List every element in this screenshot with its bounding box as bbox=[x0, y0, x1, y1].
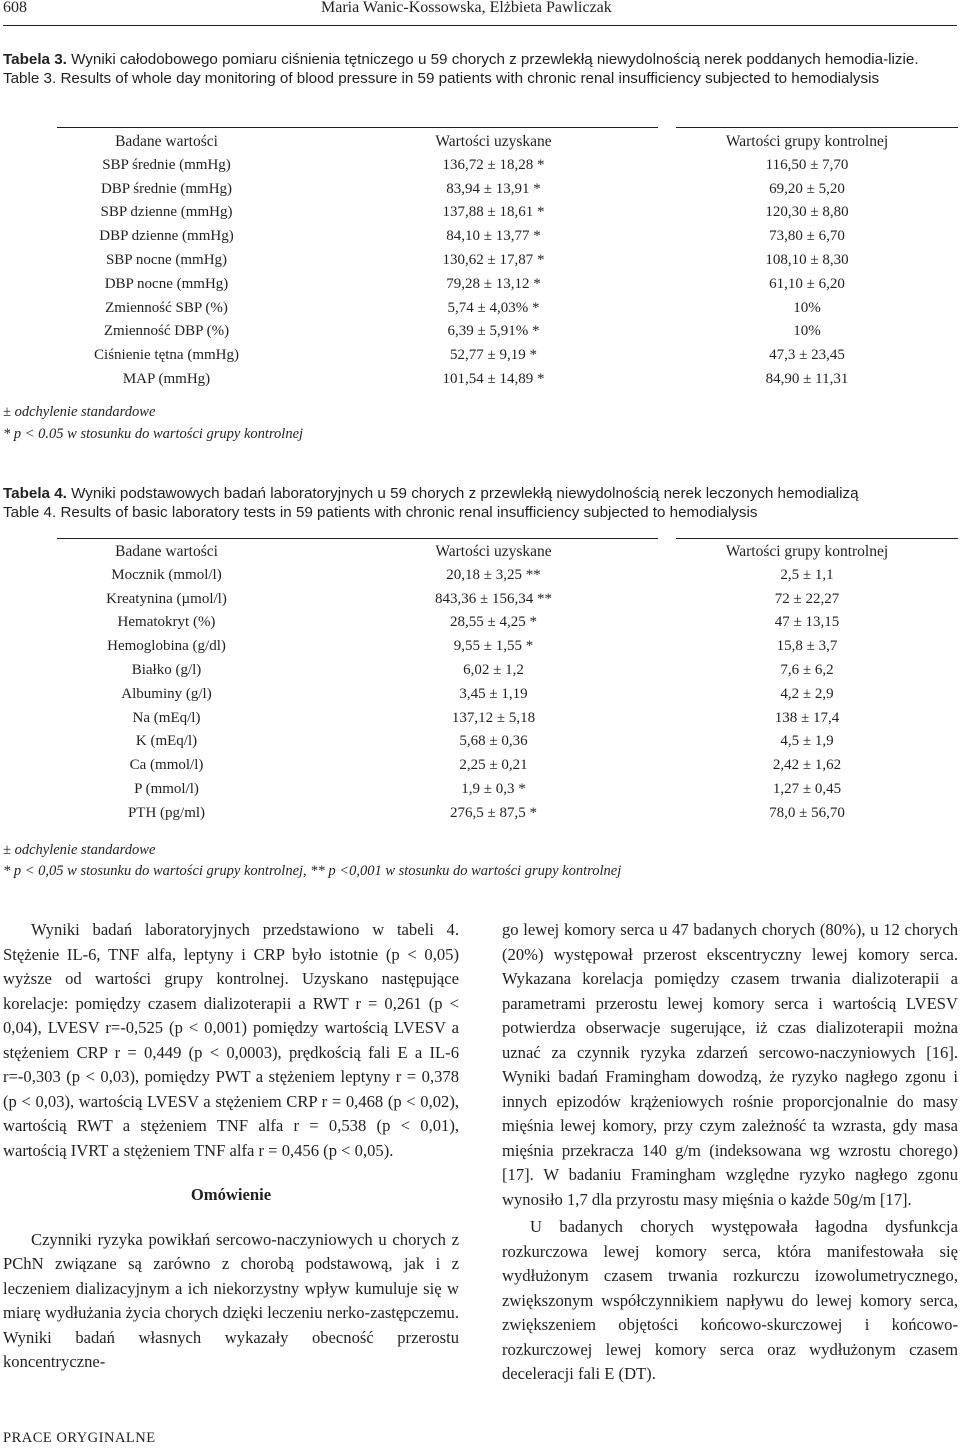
table4-cell: 28,55 ± 4,25 * bbox=[450, 614, 537, 631]
table4-cell: 7,6 ± 6,2 bbox=[780, 661, 834, 678]
table4-cell: 138 ± 17,4 bbox=[774, 709, 840, 726]
table4-cell: 2,25 ± 0,21 bbox=[459, 757, 528, 774]
table3-cell: Ciśnienie tętna (mmHg) bbox=[94, 347, 239, 364]
table3-row bbox=[3, 320, 957, 344]
table4-cell: 72 ± 22,27 bbox=[774, 590, 840, 607]
table4-caption-pl-label: Tabela 4. bbox=[3, 485, 67, 502]
table4 bbox=[3, 540, 957, 826]
table4-row bbox=[3, 802, 957, 826]
table4-row bbox=[3, 730, 957, 754]
discussion-paragraph-1: Czynniki ryzyka powikłań sercowo-naczyniowych u chorych z PChN związane są zarówno z chorobą podstawową, jak i z leczeniem dializacyjnym a ich niekorzystny wpływ kumuluje się w miarę wydłużania życia chorych dzięki leczeniu nerko-zastępczemu. Wyniki badań własnych wykazały obecność przerostu koncentryczne- bbox=[3, 1229, 459, 1371]
table4-row bbox=[3, 778, 957, 802]
header-rule bbox=[3, 25, 957, 26]
table4-cell: 15,8 ± 3,7 bbox=[776, 638, 838, 655]
table3-cell: Zmienność DBP (%) bbox=[103, 323, 230, 340]
table4-row bbox=[3, 635, 957, 659]
table4-cell: 4,2 ± 2,9 bbox=[780, 685, 834, 702]
table4-cell: 47 ± 13,15 bbox=[774, 614, 840, 631]
table3-row bbox=[3, 297, 957, 321]
table4-cell: 276,5 ± 87,5 * bbox=[450, 804, 537, 821]
table4-cell: 3,45 ± 1,19 bbox=[459, 685, 528, 702]
table3-cell: Zmienność SBP (%) bbox=[105, 299, 228, 316]
table4-cell: 843,36 ± 156,34 ** bbox=[435, 590, 552, 607]
table3 bbox=[3, 130, 957, 392]
table3-row bbox=[3, 225, 957, 249]
table4-row bbox=[3, 611, 957, 635]
table3-cell: 47,3 ± 23,45 bbox=[769, 347, 845, 364]
table3-cell: 5,74 ± 4,03% * bbox=[447, 299, 540, 316]
table4-cell: 2,42 ± 1,62 bbox=[772, 757, 842, 774]
table3-cell: 120,30 ± 8,80 bbox=[765, 204, 849, 221]
table4-cell: Na (mEq/l) bbox=[132, 709, 201, 726]
section-heading: Omówienie bbox=[190, 1185, 272, 1204]
table3-cell: 83,94 ± 13,91 * bbox=[446, 180, 541, 197]
table3-rule-col3 bbox=[676, 127, 958, 128]
table3-cell: DBP nocne (mmHg) bbox=[104, 275, 229, 292]
table4-cell: P (mmol/l) bbox=[134, 780, 199, 797]
table4-cell: 4,5 ± 1,9 bbox=[780, 733, 834, 750]
table4-cell: 1,9 ± 0,3 * bbox=[461, 780, 526, 797]
running-authors: Maria Wanic-Kossowska, Elżbieta Pawliczak bbox=[321, 0, 612, 16]
table3-cell: 137,88 ± 18,61 * bbox=[442, 204, 545, 221]
table4-cell: Ca (mmol/l) bbox=[129, 757, 204, 774]
table3-cell: 116,50 ± 7,70 bbox=[765, 156, 849, 173]
table3-footnote-sd: ± odchylenie standardowe bbox=[3, 404, 156, 420]
table4-cell: Mocznik (mmol/l) bbox=[111, 566, 222, 583]
discussion-paragraph-1-cont: go lewej komory serca u 47 badanych chorych (80%), u 12 chorych (20%) występował przerost ekscentryczny lewej komory serca. Wykazana korelacja pomiędzy czasem trwania dializoterapii a parametrami przerostu lewej komory serca i wartością LVESV potwierdza obserwacje sugerujące, iż czas dializoterapii można uznać za czynnik ryzyka zdarzeń sercowo-naczyniowych [16]. Wyniki badań Framingham dowodzą, że ryzyko nagłego zgonu i innych epizodów krążeniowych rośnie proporcjonalnie do masy mięśnia lewej komory, przy czym zależność ta wzrasta, gdy masa mięśnia przekracza 140 g/m (indeksowana wg wzrostu chorego) [17]. W badaniu Framingham względne ryzyko nagłego zgonu wynosiło 1,7 dla przyrostu masy mięśnia o każde 50g/m [17]. bbox=[502, 920, 958, 1209]
table3-cell: 10% bbox=[793, 323, 821, 340]
section-footer: PRACE ORYGINALNE bbox=[3, 1430, 156, 1446]
table4-caption-pl-text: Wyniki podstawowych badań laboratoryjnych u 59 chorych z przewlekłą niewydolnością nerek leczonych hemodializą bbox=[71, 485, 859, 502]
table4-caption-en bbox=[3, 503, 957, 522]
table3-caption-en bbox=[3, 69, 957, 88]
table4-caption-en-label: Table 4. bbox=[3, 504, 57, 521]
table3-caption-en-label: Table 3. bbox=[3, 70, 57, 87]
table3-cell: SBP nocne (mmHg) bbox=[105, 251, 228, 268]
table4-cell: 5,68 ± 0,36 bbox=[459, 733, 528, 750]
table3-cell: 136,72 ± 18,28 * bbox=[442, 156, 545, 173]
table4-rule-col1 bbox=[57, 538, 382, 539]
table3-rule-col2 bbox=[380, 127, 658, 128]
table4-cell: 9,55 ± 1,55 * bbox=[453, 638, 534, 655]
discussion-paragraph-2: U badanych chorych występowała łagodna dysfunkcja rozkurczowa lewej komory serca, która manifestowała się wydłużonym czasem trwania rozkurczu izowolumetrycznego, zwiększonym współczynnikiem napływu do lewej komory serca, zwiększeniem objętości końcowo-skurczowej i końcowo-rozkurczowej lewej komory serca oraz wydłużonym czasem deceleracji fali E (DT). bbox=[502, 1217, 958, 1383]
table4-column-header: Badane wartości bbox=[115, 543, 218, 560]
table4-caption-en-text: Results of basic laboratory tests in 59 patients with chronic renal insufficiency subjected to hemodialysis bbox=[60, 504, 758, 521]
table4-cell: PTH (pg/ml) bbox=[127, 804, 206, 821]
table3-caption-pl-label: Tabela 3. bbox=[3, 51, 67, 68]
table4-row bbox=[3, 659, 957, 683]
table4-row bbox=[3, 683, 957, 707]
table3-cell: 84,10 ± 13,77 * bbox=[446, 228, 541, 245]
table4-row bbox=[3, 588, 957, 612]
table3-column-header: Wartości uzyskane bbox=[435, 133, 552, 150]
table4-column-header: Wartości grupy kontrolnej bbox=[725, 543, 889, 560]
table3-row bbox=[3, 154, 957, 178]
table3-footnote-p: * p < 0.05 w stosunku do wartości grupy kontrolnej bbox=[3, 426, 304, 442]
table4-rule-col2 bbox=[380, 538, 658, 539]
table3-cell: DBP dzienne (mmHg) bbox=[99, 228, 234, 245]
table3-rule-col1 bbox=[57, 127, 382, 128]
table4-cell: Białko (g/l) bbox=[131, 661, 202, 678]
table3-cell: 84,90 ± 11,31 bbox=[765, 370, 849, 387]
table4-row bbox=[3, 564, 957, 588]
table4-cell: Kreatynina (µmol/l) bbox=[106, 590, 227, 607]
table3-cell: 10% bbox=[793, 299, 821, 316]
table4-footnote-p: * p < 0,05 w stosunku do wartości grupy kontrolnej, ** p <0,001 w stosunku do wartości grupy kontrolnej bbox=[3, 863, 622, 879]
table3-row bbox=[3, 344, 957, 368]
table3-row bbox=[3, 201, 957, 225]
table4-cell: 78,0 ± 56,70 bbox=[769, 804, 845, 821]
table3-cell: SBP dzienne (mmHg) bbox=[100, 204, 233, 221]
running-header bbox=[3, 0, 957, 24]
body-left-column bbox=[3, 918, 459, 1375]
table4-header-row bbox=[3, 540, 957, 564]
table3-cell: 6,39 ± 5,91% * bbox=[447, 323, 540, 340]
table3-cell: 61,10 ± 6,20 bbox=[769, 275, 845, 292]
table3-column-header: Badane wartości bbox=[115, 133, 218, 150]
table4-cell: Hematokryt (%) bbox=[117, 614, 216, 631]
table3-header-row bbox=[3, 130, 957, 154]
page-number: 608 bbox=[3, 0, 27, 16]
table3-caption-pl-text: Wyniki całodobowego pomiaru ciśnienia tętniczego u 59 chorych z przewlekłą niewydolnością nerek poddanych hemodia-lizie. bbox=[71, 51, 919, 68]
table3-cell: DBP średnie (mmHg) bbox=[100, 180, 233, 197]
table3-caption-pl bbox=[3, 50, 957, 69]
table4-footnote-sd: ± odchylenie standardowe bbox=[3, 842, 156, 858]
body-right-column bbox=[502, 918, 958, 1387]
table4-caption bbox=[3, 484, 957, 522]
table4-column-header: Wartości uzyskane bbox=[435, 543, 552, 560]
table3-cell: 130,62 ± 17,87 * bbox=[442, 251, 545, 268]
table4-cell: 6,02 ± 1,2 bbox=[463, 661, 524, 678]
table3-row bbox=[3, 249, 957, 273]
table3-cell: 52,77 ± 9,19 * bbox=[450, 347, 537, 364]
table4-cell: 1,27 ± 0,45 bbox=[772, 780, 842, 797]
table3-cell: 73,80 ± 6,70 bbox=[769, 228, 845, 245]
results-paragraph: Wyniki badań laboratoryjnych przedstawiono w tabeli 4. Stężenie IL-6, TNF alfa, leptyny i CRP było istotnie (p < 0,05) wyższe od wartości grupy kontrolnej. Uzyskano następujące korelacje: pomiędzy czasem dializoterapii a RWT r = 0,261 (p < 0,04), LVESV r=-0,525 (p < 0,001) pomiędzy wartością LVESV a stężeniem CRP r = 0,449 (p < 0,0003), prędkością fali E a IL-6 r=-0,303 (p < 0,03), pomiędzy PWT a stężeniem leptyny r = 0,378 (p < 0,03), wartością LVESV a stężeniem CRP r = 0,468 (p < 0,02), wartością RWT a stężeniem TNF alfa r = 0,538 (p < 0,01), wartością IVRT a stężeniem TNF alfa r = 0,456 (p < 0,05). bbox=[3, 920, 459, 1160]
table4-row bbox=[3, 707, 957, 731]
table3-cell: 79,28 ± 13,12 * bbox=[446, 275, 541, 292]
table3-row bbox=[3, 273, 957, 297]
table4-row bbox=[3, 754, 957, 778]
table3-cell: MAP (mmHg) bbox=[122, 370, 211, 387]
table3-row bbox=[3, 368, 957, 392]
table3-column-header: Wartości grupy kontrolnej bbox=[725, 133, 889, 150]
table3-cell: 69,20 ± 5,20 bbox=[769, 180, 845, 197]
table3-row bbox=[3, 178, 957, 202]
table3-caption bbox=[3, 50, 957, 88]
table4-rule-col3 bbox=[676, 538, 958, 539]
table3-cell: 101,54 ± 14,89 * bbox=[442, 370, 545, 387]
table3-caption-en-text: Results of whole day monitoring of blood pressure in 59 patients with chronic renal insufficiency subjected to hemodialysis bbox=[60, 70, 880, 87]
table3-cell: 108,10 ± 8,30 bbox=[765, 251, 849, 268]
table4-cell: Hemoglobina (g/dl) bbox=[107, 638, 226, 655]
table4-cell: K (mEq/l) bbox=[135, 733, 198, 750]
table4-cell: 20,18 ± 3,25 ** bbox=[446, 566, 541, 583]
table3-cell: SBP średnie (mmHg) bbox=[102, 156, 231, 173]
table4-caption-pl bbox=[3, 484, 957, 503]
table4-cell: 2,5 ± 1,1 bbox=[780, 566, 834, 583]
table4-cell: 137,12 ± 5,18 bbox=[451, 709, 536, 726]
table4-cell: Albuminy (g/l) bbox=[121, 685, 212, 702]
